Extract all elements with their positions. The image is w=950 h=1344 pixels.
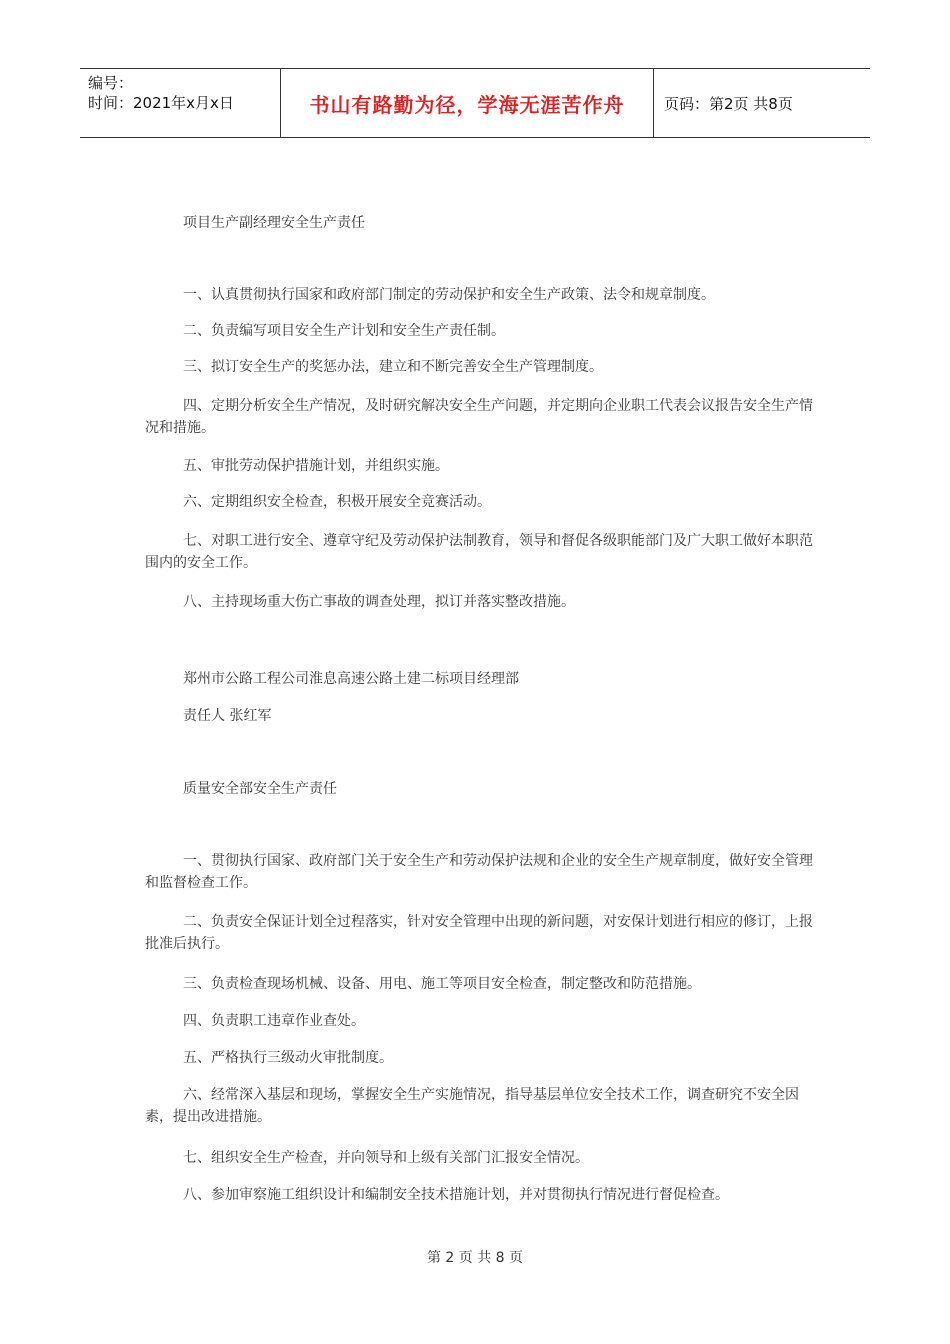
list-item: 四、负责职工违章作业查处。 <box>183 1013 365 1029</box>
list-item: 六、定期组织安全检查，积极开展安全竞赛活动。 <box>183 494 491 510</box>
motto-text: 书山有路勤为径，学海无涯苦作舟 <box>309 92 625 117</box>
list-item: 七、组织安全生产检查，并向领导和上级有关部门汇报安全情况。 <box>183 1150 589 1166</box>
page-footer: 第 2 页 共 8 页 <box>426 1250 524 1266</box>
list-item: 三、拟订安全生产的奖惩办法，建立和不断完善安全生产管理制度。 <box>183 359 603 375</box>
page-info-text: 页码：第2页 共8页 <box>664 94 793 113</box>
section-title: 质量安全部安全生产责任 <box>183 781 337 797</box>
list-item: 五、审批劳动保护措施计划，并组织实施。 <box>183 458 449 474</box>
responsible-person: 责任人 张红军 <box>183 708 272 724</box>
section-title: 项目生产副经理安全生产责任 <box>183 215 365 231</box>
organization-name: 郑州市公路工程公司淮息高速公路土建二标项目经理部 <box>183 671 519 687</box>
list-item: 七、对职工进行安全、遵章守纪及劳动保护法制教育，领导和督促各级职能部门及广大职工做好本职范围内的安全工作。 <box>145 533 813 571</box>
list-item: 二、负责安全保证计划全过程落实，针对安全管理中出现的新问题，对安保计划进行相应的修订，上报批准后执行。 <box>145 914 813 952</box>
page-header <box>80 68 870 138</box>
header-page-info <box>654 69 870 137</box>
header-motto <box>281 69 654 137</box>
header-meta <box>80 69 281 137</box>
list-item: 一、贯彻执行国家、政府部门关于安全生产和劳动保护法规和企业的安全生产规章制度，做好安全管理和监督检查工作。 <box>145 853 813 891</box>
list-item: 八、参加审察施工组织设计和编制安全技术措施计划，并对贯彻执行情况进行督促检查。 <box>183 1187 729 1203</box>
list-item: 二、负责编写项目安全生产计划和安全生产责任制。 <box>183 323 505 339</box>
document-date: 时间：2021年x月x日 <box>88 94 234 112</box>
list-item: 一、认真贯彻执行国家和政府部门制定的劳动保护和安全生产政策、法令和规章制度。 <box>183 287 715 303</box>
list-item: 八、主持现场重大伤亡事故的调查处理，拟订并落实整改措施。 <box>183 594 575 610</box>
document-number-label: 编号： <box>88 74 134 92</box>
list-item: 六、经常深入基层和现场，掌握安全生产实施情况，指导基层单位安全技术工作，调查研究不安全因素，提出改进措施。 <box>145 1087 799 1125</box>
list-item: 三、负责检查现场机械、设备、用电、施工等项目安全检查，制定整改和防范措施。 <box>183 976 701 992</box>
list-item: 四、定期分析安全生产情况，及时研究解决安全生产问题，并定期向企业职工代表会议报告安全生产情况和措施。 <box>145 398 813 436</box>
list-item: 五、严格执行三级动火审批制度。 <box>183 1050 393 1066</box>
